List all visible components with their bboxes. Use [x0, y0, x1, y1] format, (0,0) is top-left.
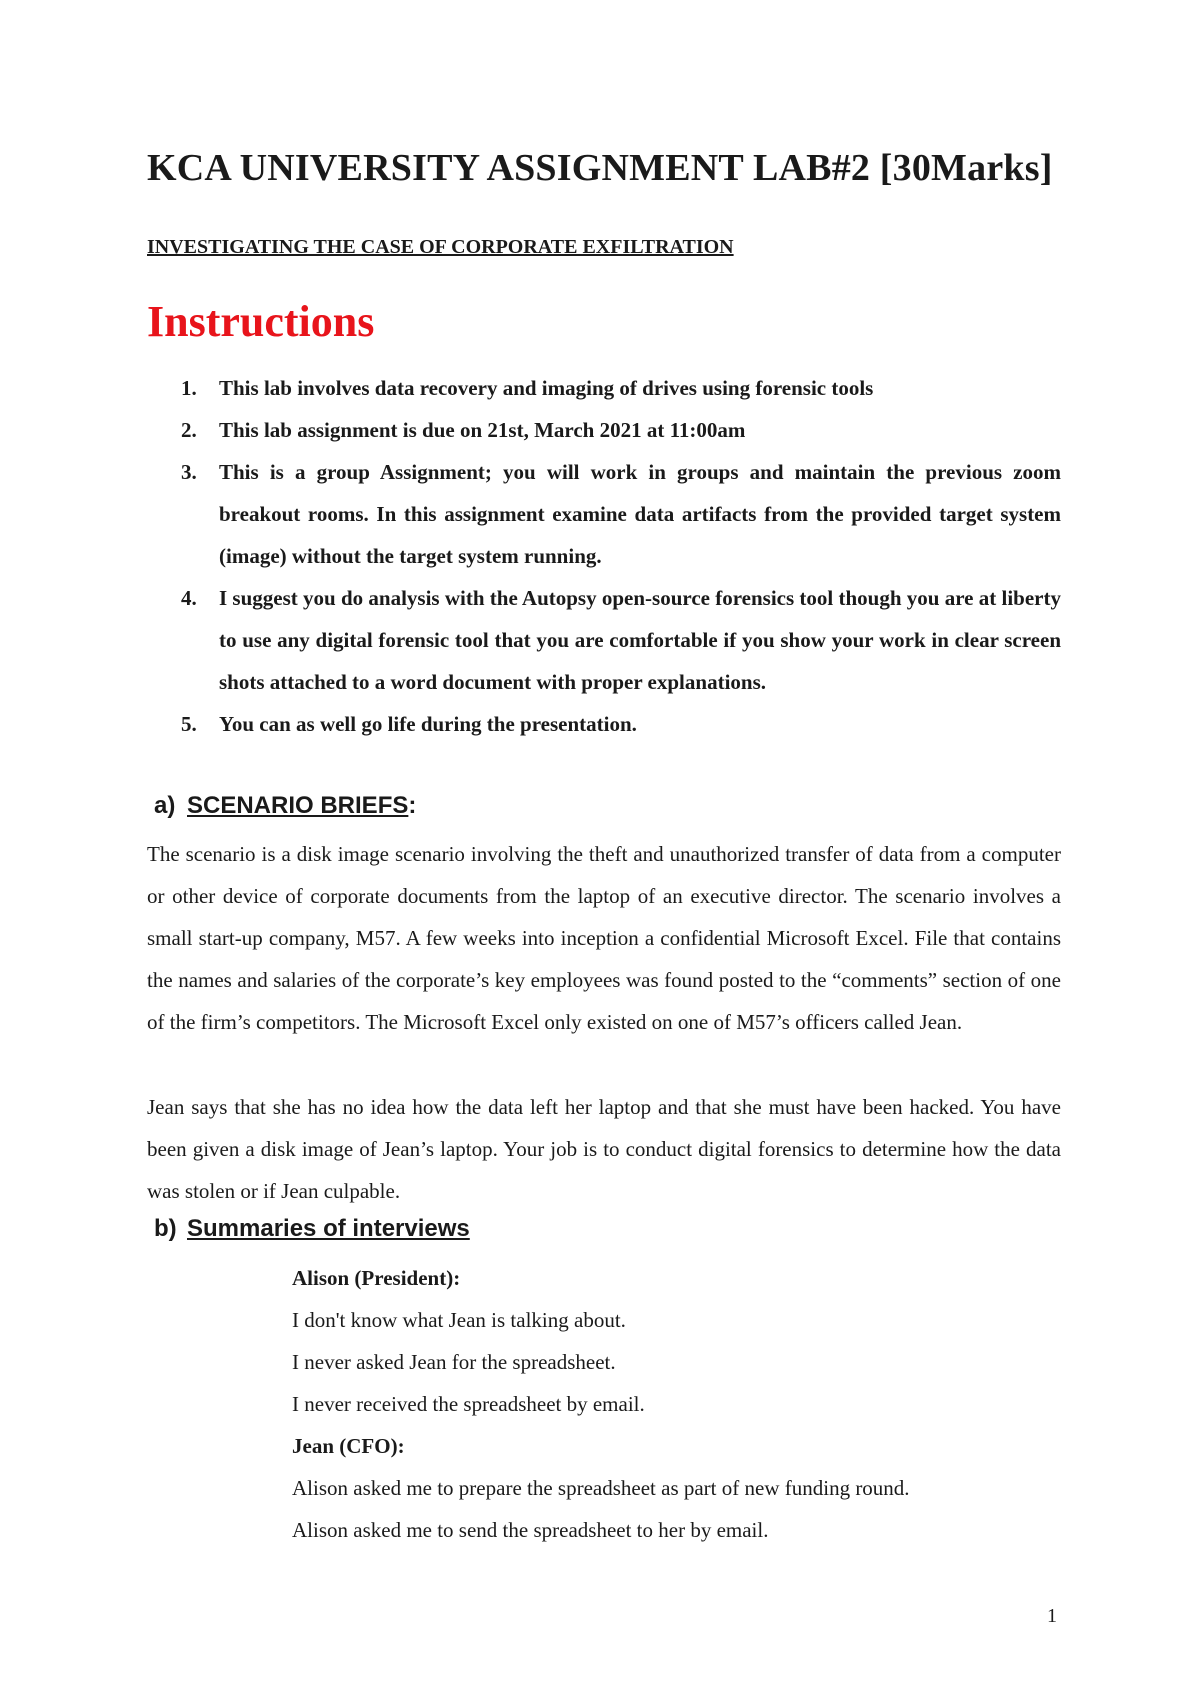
instruction-number: 2.	[181, 418, 197, 442]
instruction-number: 4.	[181, 586, 197, 610]
interview-statement: I don't know what Jean is talking about.	[292, 1308, 626, 1332]
interviewee-name: Jean (CFO):	[292, 1434, 405, 1458]
interview-statement: Alison asked me to prepare the spreadsheet as part of new funding round.	[292, 1476, 910, 1500]
instruction-item	[147, 409, 1061, 451]
instruction-item	[147, 703, 1061, 745]
scenario-paragraph: The scenario is a disk image scenario involving the theft and unauthorized transfer of data from a computer or other device of corporate documents from the laptop of an executive director. The scenario involves a small start-up company, M57. A few weeks into inception a confidential Microsoft Excel. File that contains the names and salaries of the corporate’s key employees was found posted to the “comments” section of one of the firm’s competitors. The Microsoft Excel only existed on one of M57’s officers called Jean.	[147, 842, 1061, 1034]
document-title: KCA UNIVERSITY ASSIGNMENT LAB#2 [30Marks]	[147, 147, 1053, 189]
instruction-text: You can as well go life during the presentation.	[219, 712, 637, 736]
instructions-list	[147, 367, 1061, 745]
interview-statement: I never asked Jean for the spreadsheet.	[292, 1350, 616, 1374]
section-title: Summaries of interviews	[187, 1215, 470, 1242]
instructions-heading: Instructions	[147, 297, 375, 346]
section-letter: b)	[154, 1215, 177, 1242]
instruction-item	[147, 367, 1061, 409]
instruction-text: This lab assignment is due on 21st, March 2021 at 11:00am	[219, 418, 746, 442]
section-heading-scenario	[147, 792, 416, 820]
document-subtitle: INVESTIGATING THE CASE OF CORPORATE EXFILTRATION	[147, 236, 734, 258]
interview-statement: Alison asked me to send the spreadsheet to her by email.	[292, 1518, 769, 1542]
section-heading-interviews	[147, 1215, 470, 1243]
instruction-number: 5.	[181, 712, 197, 736]
section-letter: a)	[154, 792, 176, 819]
instruction-text: This lab involves data recovery and imaging of drives using forensic tools	[219, 376, 874, 400]
instruction-text: I suggest you do analysis with the Autopsy open-source forensics tool though you are at liberty to use any digital forensic tool that you are comfortable if you show your work in clear screen shots attached to a word document with proper explanations.	[219, 586, 1061, 694]
section-colon: :	[408, 792, 417, 819]
instruction-number: 1.	[181, 376, 197, 400]
instruction-item	[147, 451, 1061, 577]
instruction-text: This is a group Assignment; you will work in groups and maintain the previous zoom breakout rooms. In this assignment examine data artifacts from the provided target system (image) without the target system running.	[219, 460, 1061, 568]
instruction-item	[147, 577, 1061, 703]
interview-summaries	[292, 1257, 1052, 1551]
section-title: SCENARIO BRIEFS	[187, 792, 409, 819]
instruction-number: 3.	[181, 460, 197, 484]
scenario-paragraph: Jean says that she has no idea how the data left her laptop and that she must have been hacked. You have been given a disk image of Jean’s laptop. Your job is to conduct digital forensics to determine how the data was stolen or if Jean culpable.	[147, 1095, 1061, 1203]
page-number: 1	[1047, 1605, 1057, 1627]
interviewee-name: Alison (President):	[292, 1266, 461, 1290]
interview-statement: I never received the spreadsheet by email.	[292, 1392, 645, 1416]
